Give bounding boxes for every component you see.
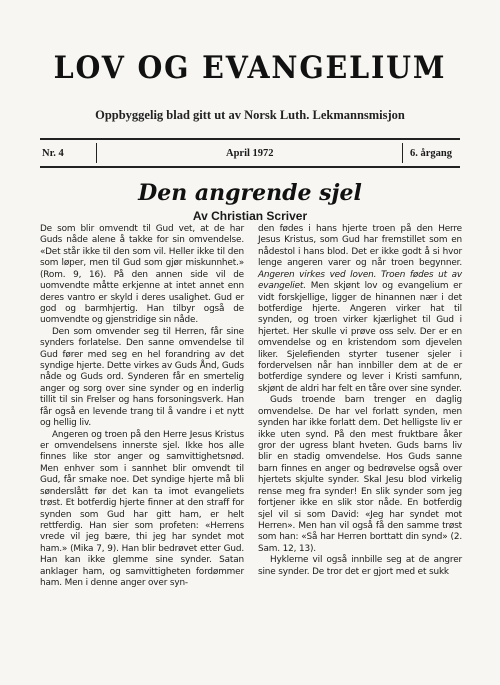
article-title: Den angrende sjel: [138, 180, 362, 206]
paragraph: Guds troende barn trenger en daglig omvendelse. De har vel forlatt synden, men synden har ikke forlatt dem. Det helligste liv er ikke uten synd. På den mest fruktbare åker gror der ugress blant hveten. Guds barns liv blir en stadig omvendelse. Hos Guds sanne barn finnes en anger og bedrøvelse også over hjertets skjulte synder. Skal Jesu blod virkelig rense meg fra synder! En slik synder som jeg fortjener ikke en slik stor nåde. En botferdig sjel vil si som David: «Jeg har syndet mot Herren». Men han vil også få den samme trøst som han: «Så har Herren borttatt din synd» (2. Sam. 12, 13).: [258, 395, 462, 554]
paragraph: [258, 224, 462, 395]
paragraph: Angeren og troen på den Herre Jesus Kristus er omvendelsens innerste sjel. Ikke hos alle finnes like stor anger og samvittighetsnød. Men enhver som i sannhet blir omvendt til Gud, får smake noe. Det syndige hjerte må bli sønderslått før det kan ta imot evangeliets trøst. Et botferdig hjerte finner at den straff for synden som Gud har gitt ham, er helt rettferdig. Han sier som profeten: «Herrens vrede vil jeg bære, thi jeg har syndet mot ham.» (Mika 7, 9). Han blir bedrøvet etter Gud. Han kan ikke glemme sine synder. Satan anklager ham, og samvittigheten fordømmer ham. Men i denne anger over syn-: [40, 429, 244, 589]
masthead-title: LOV OG EVANGELIUM: [53, 50, 447, 86]
article-right-column: [258, 224, 462, 578]
issue-info-bar: [40, 138, 460, 168]
issue-date: April 1972: [226, 148, 274, 159]
issue-number: Nr. 4: [42, 148, 64, 159]
paragraph: Den som omvender seg til Herren, får sine synders forlatelse. Den sanne omvendelse til Gud fører med seg en hel forandring av det syndige hjerte. Dette virkes av Guds Ånd, Guds nåde og Guds ord. Synderen får en smertelig anger og sorg over sine synder og en inderlig tillit til sin Frelser og hans forsoningsverk. Han får også en levende trang til å vandre i et nytt og hellig liv.: [40, 326, 244, 429]
text-run: den fødes i hans hjerte troen på den Herre Jesus Kristus, som Gud har fremstillet som en nådestol i hans blod. Det er ikke godt å si hvor lenge angeren varer og når troen begynner.: [258, 224, 462, 269]
masthead-subtitle: Oppbyggelig blad gitt ut av Norsk Luth. Lekmannsmisjon: [95, 108, 405, 122]
article-author: Av Christian Scriver: [192, 209, 308, 223]
article-left-column: [40, 224, 244, 590]
emphasis-text: Angeren virkes ved loven. Troen fødes ut av evangeliet.: [258, 269, 462, 292]
info-divider: [96, 143, 97, 163]
paragraph: De som blir omvendt til Gud vet, at de har Guds nåde alene å takke for sin omvendelse. «Det står ikke til den som vil. Heller ikke til den som løper, men til Gud som gjør miskunnhet.» (Rom. 9, 16). På den annen side vil de uomvendte måtte erkjenne at intet annet enn deres vantro er skyld i deres usalighet. Gud er god og barmhjertig. Han tilbyr også de uomvendte og gjenstridige sin nåde.: [40, 224, 244, 326]
info-divider: [402, 143, 403, 163]
issue-volume: 6. årgang: [410, 148, 452, 159]
text-run: Men skjønt lov og evangelium er vidt forskjellige, ligger de hinannen nær i det botferdige hjerte. Angeren virker hat til synden, og troen virker kjærlighet til Gud i hjertet. Her skulle vi prøve oss selv. Der er en omvendelse og en kristendom som djevelen liker. Sjelefienden styrter tusener sjeler i fordervelsen når han innbiller dem at de er botferdige syndere og lever i Kristi samfunn, skjønt de aldri har felt en tåre over sine synder.: [258, 281, 462, 394]
paragraph: Hyklerne vil også innbille seg at de angrer sine synder. De tror det er gjort med et sukk: [258, 555, 462, 577]
